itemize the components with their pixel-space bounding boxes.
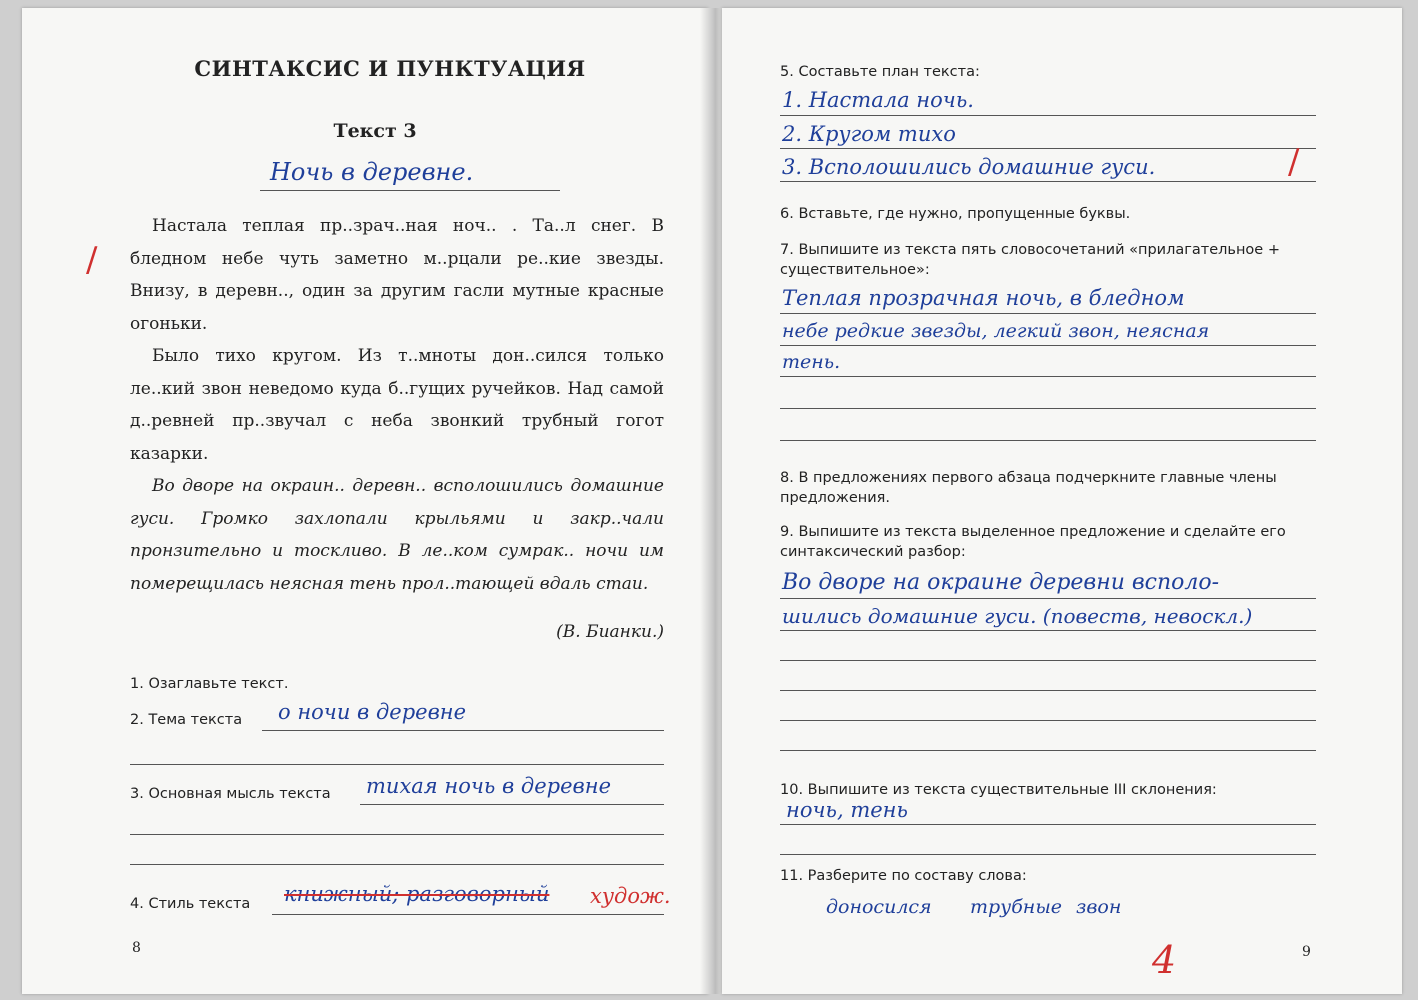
- margin-mark-right: /: [1288, 142, 1300, 182]
- task-7-label: 7. Выпишите из текста пять словосочетаний «прилагательное + существительное»:: [780, 242, 1280, 278]
- task-10-line-2: [780, 854, 1316, 855]
- title-line: [260, 190, 560, 191]
- task-3-answer: тихая ночь в деревне: [366, 774, 612, 798]
- task-7-line-4: [780, 408, 1316, 409]
- task-9-line-5: [780, 720, 1316, 721]
- task-8-label: 8. В предложениях первого абзаца подчеркните главные члены предложения.: [780, 470, 1277, 506]
- task-7-answer-3: тень.: [782, 351, 841, 373]
- task-5-answer-2: 2. Кругом тихо: [782, 122, 956, 146]
- task-9-label: 9. Выпишите из текста выделенное предложение и сделайте его синтаксический разбор:: [780, 524, 1286, 560]
- task-6-label: 6. Вставьте, где нужно, пропущенные буквы.: [780, 206, 1131, 222]
- paragraph-3: Во дворе на окраин.. деревн.. всполошились домашние гуси. Громко захлопали крыльями и закр..чали пронзительно и тоскливо. В ле..ком сумрак.. ночи им померещилась неясная тень прол..тающей вдаль стаи.: [130, 476, 664, 594]
- task-7-answer-1: Теплая прозрачная ночь, в бледном: [782, 286, 1185, 310]
- task-11-label: 11. Разберите по составу слова:: [780, 868, 1027, 884]
- task-7-answer-2: небе редкие звезды, легкий звон, неясная: [782, 320, 1210, 342]
- task-2-answer: о ночи в деревне: [278, 700, 467, 724]
- task-4-correction: худож.: [590, 884, 671, 908]
- task-10-line-1: [780, 824, 1316, 825]
- section-heading: СИНТАКСИС И ПУНКТУАЦИЯ: [194, 56, 586, 81]
- task-9-line-3: [780, 660, 1316, 661]
- task-2-line: [262, 730, 664, 731]
- page-number-left: 8: [132, 940, 141, 956]
- task-5-line-1: [780, 115, 1316, 116]
- task-4-answer: книжный; разговорный: [284, 882, 550, 906]
- grade-mark: 4: [1152, 938, 1177, 982]
- task-4-label: 4. Стиль текста: [130, 896, 251, 912]
- task-9-line-4: [780, 690, 1316, 691]
- task-1-label: 1. Озаглавьте текст.: [130, 676, 289, 692]
- task-11-word-1: доносился: [826, 896, 932, 918]
- task-7-line-3: [780, 376, 1316, 377]
- task-10-answer: ночь, тень: [786, 798, 908, 822]
- task-5-answer-3: 3. Всполошились домашние гуси.: [782, 155, 1156, 179]
- task-9-answer-1: Во дворе на окраине деревни всполо-: [782, 570, 1220, 595]
- text-label: Текст 3: [333, 120, 417, 142]
- task-9-line-6: [780, 750, 1316, 751]
- handwritten-title: Ночь в деревне.: [270, 158, 474, 186]
- task-2-line-2: [130, 764, 664, 765]
- task-7-line-5: [780, 440, 1316, 441]
- task-9-line-1: [780, 598, 1316, 599]
- paragraph-2: Было тихо кругом. Из т..мноты дон..сился только ле..кий звон неведомо куда б..гущих ручейков. Над самой д..ревней пр..звучал с неба звонкий трубный гогот казарки.: [130, 346, 664, 464]
- task-3-label: 3. Основная мысль текста: [130, 786, 331, 802]
- task-4-line: [272, 914, 664, 915]
- task-2-label: 2. Тема текста: [130, 712, 243, 728]
- task-7-line-1: [780, 313, 1316, 314]
- task-11-word-3: звон: [1076, 896, 1122, 918]
- task-11-word-2: трубные: [970, 896, 1063, 918]
- task-7-line-2: [780, 345, 1316, 346]
- author-attribution: (В. Бианки.): [556, 622, 664, 642]
- task-3-line-2: [130, 834, 664, 835]
- task-5-answer-1: 1. Настала ночь.: [782, 88, 974, 112]
- page-number-right: 9: [1302, 944, 1311, 960]
- paragraph-1: Настала теплая пр..зрач..ная ноч.. . Та..л снег. В бледном небе чуть заметно м..рцали ре..кие звезды. Внизу, в деревн.., один за другим гасли мутные красные огоньки.: [130, 216, 664, 334]
- task-5-line-3: [780, 181, 1316, 182]
- task-9-answer-2: шились домашние гуси. (повеств, невоскл.): [782, 604, 1253, 628]
- task-3-line-3: [130, 864, 664, 865]
- task-5-label: 5. Составьте план текста:: [780, 64, 980, 80]
- margin-mark-left: /: [86, 240, 98, 280]
- task-5-line-2: [780, 148, 1316, 149]
- task-3-line: [360, 804, 664, 805]
- task-9-line-2: [780, 630, 1316, 631]
- task-10-label: 10. Выпишите из текста существительные III склонения:: [780, 782, 1217, 798]
